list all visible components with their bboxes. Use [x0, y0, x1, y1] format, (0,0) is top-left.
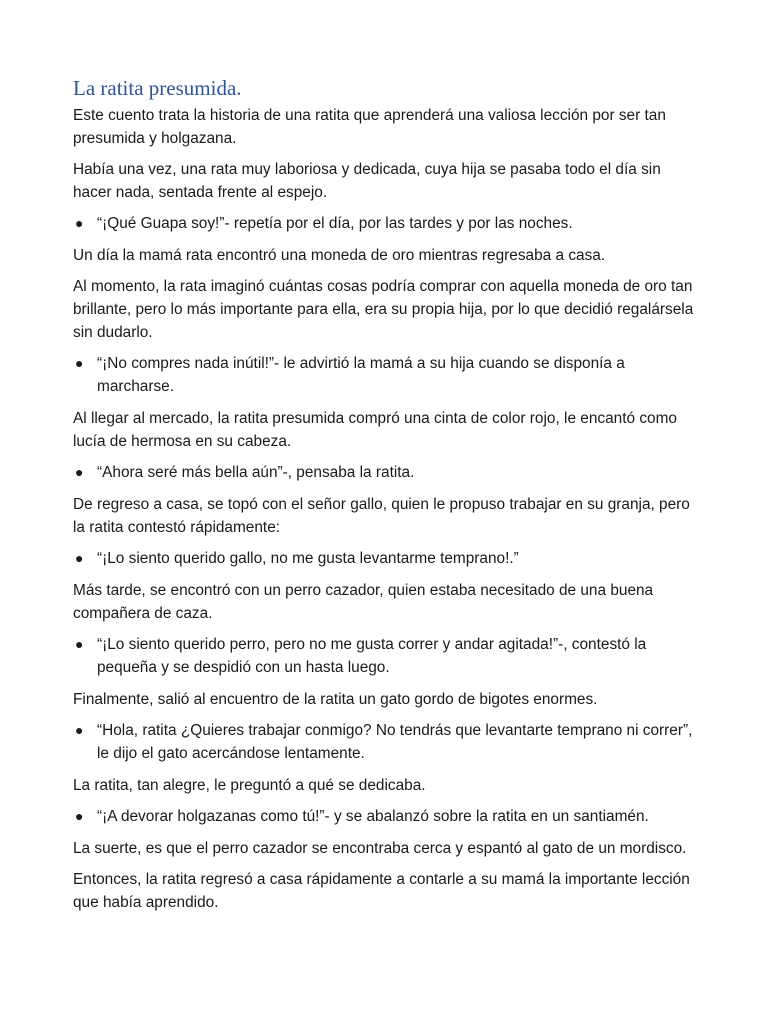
bullet-item: [73, 352, 703, 398]
bullet-icon: ●: [75, 355, 84, 371]
bullet-icon: ●: [75, 215, 84, 231]
bullet-text: “¡Lo siento querido perro, pero no me gusta correr y andar agitada!”-, contestó la pequeña y se despidió con un hasta luego.: [97, 636, 647, 676]
paragraph: Más tarde, se encontró con un perro cazador, quien estaba necesitado de una buena compañera de caza.: [73, 582, 654, 622]
bullet-icon: ●: [75, 550, 84, 566]
bullet-icon: ●: [75, 636, 84, 652]
bullet-text: “¡Qué Guapa soy!”- repetía por el día, por las tardes y por las noches.: [97, 215, 573, 232]
bullet-text: “Hola, ratita ¿Quieres trabajar conmigo? No tendrás que levantarte temprano ni correr”, le dijo el gato acercándose lentamente.: [97, 722, 693, 762]
paragraph: La ratita, tan alegre, le preguntó a qué se dedicaba.: [73, 777, 426, 794]
bullet-item: [73, 633, 703, 679]
paragraph: Finalmente, salió al encuentro de la ratita un gato gordo de bigotes enormes.: [73, 691, 598, 708]
bullet-item: [73, 461, 703, 484]
bullet-icon: ●: [75, 722, 84, 738]
document-title: La ratita presumida.: [73, 76, 242, 100]
document-page: [73, 74, 703, 922]
bullet-icon: ●: [75, 464, 84, 480]
bullet-icon: ●: [75, 808, 84, 824]
bullet-text: “Ahora seré más bella aún”-, pensaba la ratita.: [97, 464, 415, 481]
bullet-text: “¡No compres nada inútil!”- le advirtió la mamá a su hija cuando se disponía a marcharse.: [97, 355, 625, 395]
paragraph: Este cuento trata la historia de una ratita que aprenderá una valiosa lección por ser tan presumida y holgazana.: [73, 107, 666, 147]
bullet-item: [73, 805, 703, 828]
paragraph: De regreso a casa, se topó con el señor gallo, quien le propuso trabajar en su granja, pero la ratita contestó rápidamente:: [73, 496, 690, 536]
paragraph: Al llegar al mercado, la ratita presumida compró una cinta de color rojo, le encantó como lucía de hermosa en su cabeza.: [73, 410, 677, 450]
bullet-item: [73, 719, 703, 765]
bullet-item: [73, 547, 703, 570]
bullet-item: [73, 212, 703, 235]
paragraph: La suerte, es que el perro cazador se encontraba cerca y espantó al gato de un mordisco.: [73, 840, 687, 857]
paragraph: Había una vez, una rata muy laboriosa y dedicada, cuya hija se pasaba todo el día sin hacer nada, sentada frente al espejo.: [73, 161, 661, 201]
paragraph: Un día la mamá rata encontró una moneda de oro mientras regresaba a casa.: [73, 247, 606, 264]
paragraph: Entonces, la ratita regresó a casa rápidamente a contarle a su mamá la importante lección que había aprendido.: [73, 871, 690, 911]
paragraph: Al momento, la rata imaginó cuántas cosas podría comprar con aquella moneda de oro tan brillante, pero lo más importante para ella, era su propia hija, por lo que decidió regalársela sin dudarlo.: [73, 278, 694, 341]
bullet-text: “¡A devorar holgazanas como tú!”- y se abalanzó sobre la ratita en un santiamén.: [97, 808, 649, 825]
bullet-text: “¡Lo siento querido gallo, no me gusta levantarme temprano!.”: [97, 550, 519, 567]
